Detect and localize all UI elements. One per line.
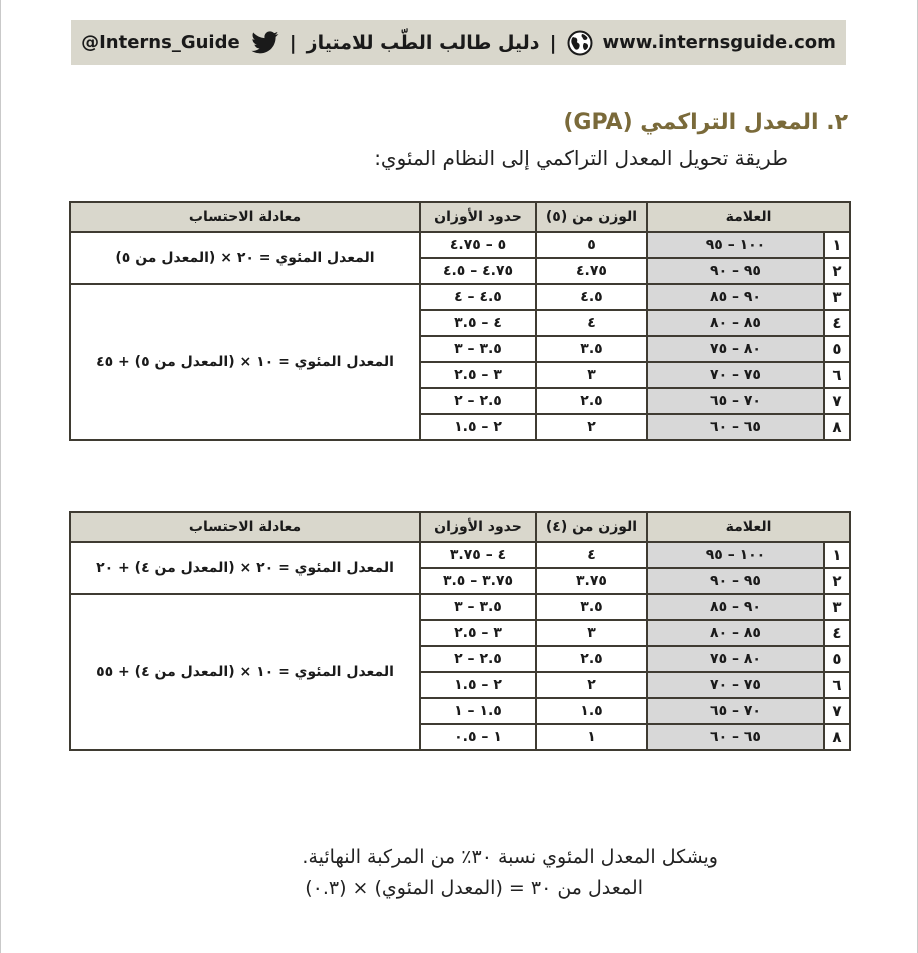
weight-cell: ٢.٥ <box>536 388 647 414</box>
row-number: ٨ <box>824 724 850 750</box>
header-limits: حدود الأوزان <box>420 202 536 232</box>
header-separator: | <box>289 31 297 54</box>
grade-cell: ٧٥ – ٧٠ <box>647 672 824 698</box>
header-formula: معادلة الاحتساب <box>70 202 420 232</box>
weight-cell: ٣.٧٥ <box>536 568 647 594</box>
limits-cell: ٢.٥ – ٢ <box>420 646 536 672</box>
row-number: ٦ <box>824 672 850 698</box>
limits-cell: ٥ – ٤.٧٥ <box>420 232 536 258</box>
row-number: ٨ <box>824 414 850 440</box>
weight-cell: ٣ <box>536 362 647 388</box>
limits-cell: ٤.٧٥ – ٤.٥ <box>420 258 536 284</box>
limits-cell: ٣.٥ – ٣ <box>420 336 536 362</box>
table-row <box>70 232 850 258</box>
weight-cell: ٤ <box>536 310 647 336</box>
grade-cell: ٦٥ – ٦٠ <box>647 724 824 750</box>
weight-cell: ٢.٥ <box>536 646 647 672</box>
limits-cell: ١.٥ – ١ <box>420 698 536 724</box>
limits-cell: ١ – ٠.٥ <box>420 724 536 750</box>
table-row <box>70 594 850 620</box>
footer-formula: المعدل من ٣٠ = (المعدل المئوي) × (٠.٣) <box>305 877 643 899</box>
weight-cell: ٣ <box>536 620 647 646</box>
formula-cell: المعدل المئوي = ٢٠ × (المعدل من ٥) <box>70 232 420 284</box>
header-formula: معادلة الاحتساب <box>70 512 420 542</box>
gpa-table-out-of-4 <box>69 511 851 751</box>
grade-cell: ٦٥ – ٦٠ <box>647 414 824 440</box>
weight-cell: ٣.٥ <box>536 594 647 620</box>
weight-cell: ٥ <box>536 232 647 258</box>
row-number: ٢ <box>824 258 850 284</box>
twitter-handle[interactable]: @Interns_Guide <box>81 32 240 53</box>
formula-cell: المعدل المئوي = ١٠ × (المعدل من ٥) + ٤٥ <box>70 284 420 440</box>
row-number: ٣ <box>824 594 850 620</box>
section-subtitle: طريقة تحويل المعدل التراكمي إلى النظام المئوي: <box>374 146 788 170</box>
limits-cell: ٢ – ١.٥ <box>420 414 536 440</box>
weight-cell: ٤ <box>536 542 647 568</box>
row-number: ١ <box>824 542 850 568</box>
weight-cell: ١.٥ <box>536 698 647 724</box>
header-grade: العلامة <box>647 512 850 542</box>
row-number: ٢ <box>824 568 850 594</box>
grade-cell: ٨٠ – ٧٥ <box>647 336 824 362</box>
grade-cell: ١٠٠ – ٩٥ <box>647 542 824 568</box>
weight-cell: ١ <box>536 724 647 750</box>
header-separator: | <box>549 31 557 54</box>
table-header-row <box>70 512 850 542</box>
grade-cell: ٧٥ – ٧٠ <box>647 362 824 388</box>
header-limits: حدود الأوزان <box>420 512 536 542</box>
header-weight: الوزن من (٤) <box>536 512 647 542</box>
limits-cell: ٣ – ٢.٥ <box>420 362 536 388</box>
header-weight: الوزن من (٥) <box>536 202 647 232</box>
grade-cell: ٧٠ – ٦٥ <box>647 388 824 414</box>
row-number: ٥ <box>824 646 850 672</box>
weight-cell: ٢ <box>536 414 647 440</box>
row-number: ٤ <box>824 310 850 336</box>
limits-cell: ٣ – ٢.٥ <box>420 620 536 646</box>
grade-cell: ٨٠ – ٧٥ <box>647 646 824 672</box>
row-number: ٧ <box>824 388 850 414</box>
formula-cell: المعدل المئوي = ٢٠ × (المعدل من ٤) + ٢٠ <box>70 542 420 594</box>
limits-cell: ٤ – ٣.٧٥ <box>420 542 536 568</box>
weight-cell: ٤.٥ <box>536 284 647 310</box>
globe-icon <box>567 30 593 56</box>
guide-name: دليل طالب الطّب للامتياز <box>306 31 540 54</box>
grade-cell: ٩٥ – ٩٠ <box>647 568 824 594</box>
grade-cell: ٩٠ – ٨٥ <box>647 284 824 310</box>
grade-cell: ٩٠ – ٨٥ <box>647 594 824 620</box>
table-header-row <box>70 202 850 232</box>
footer-note: ويشكل المعدل المئوي نسبة ٣٠٪ من المركبة النهائية. <box>302 846 718 868</box>
limits-cell: ٢.٥ – ٢ <box>420 388 536 414</box>
row-number: ٦ <box>824 362 850 388</box>
weight-cell: ٣.٥ <box>536 336 647 362</box>
limits-cell: ٢ – ١.٥ <box>420 672 536 698</box>
table-row <box>70 542 850 568</box>
weight-cell: ٤.٧٥ <box>536 258 647 284</box>
limits-cell: ٤.٥ – ٤ <box>420 284 536 310</box>
row-number: ٤ <box>824 620 850 646</box>
limits-cell: ٣.٧٥ – ٣.٥ <box>420 568 536 594</box>
left-page-edge <box>0 0 1 953</box>
grade-cell: ٩٥ – ٩٠ <box>647 258 824 284</box>
row-number: ٥ <box>824 336 850 362</box>
grade-cell: ٧٠ – ٦٥ <box>647 698 824 724</box>
grade-cell: ٨٥ – ٨٠ <box>647 310 824 336</box>
section-title: ٢. المعدل التراكمي (GPA) <box>563 110 848 135</box>
twitter-bird-icon <box>250 31 280 55</box>
formula-cell: المعدل المئوي = ١٠ × (المعدل من ٤) + ٥٥ <box>70 594 420 750</box>
grade-cell: ١٠٠ – ٩٥ <box>647 232 824 258</box>
header-grade: العلامة <box>647 202 850 232</box>
website-link[interactable]: www.internsguide.com <box>602 32 836 53</box>
grade-cell: ٨٥ – ٨٠ <box>647 620 824 646</box>
header-bar <box>71 20 846 65</box>
limits-cell: ٣.٥ – ٣ <box>420 594 536 620</box>
row-number: ٧ <box>824 698 850 724</box>
limits-cell: ٤ – ٣.٥ <box>420 310 536 336</box>
row-number: ١ <box>824 232 850 258</box>
table-row <box>70 284 850 310</box>
weight-cell: ٢ <box>536 672 647 698</box>
gpa-table-out-of-5 <box>69 201 851 441</box>
row-number: ٣ <box>824 284 850 310</box>
